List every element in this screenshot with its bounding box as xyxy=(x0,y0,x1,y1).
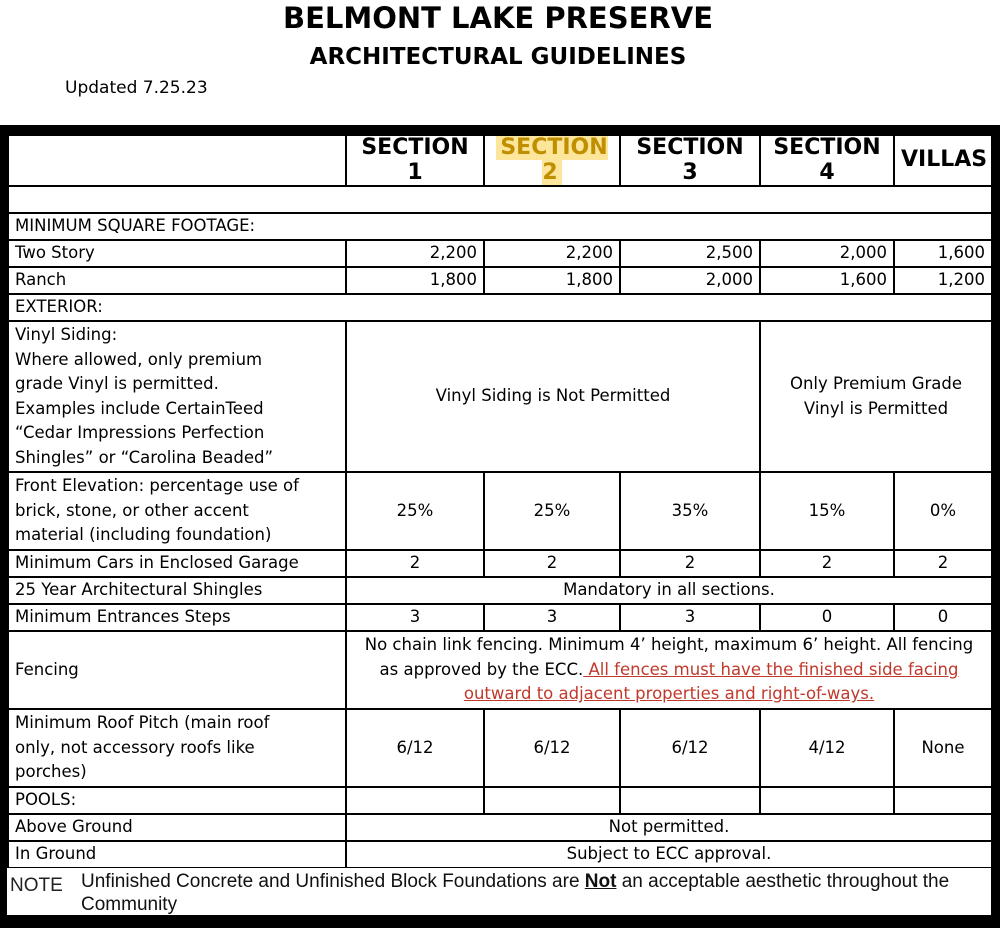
section-row-pools xyxy=(8,787,992,814)
row-label-fencing: Fencing xyxy=(8,631,346,709)
vinyl-permitted xyxy=(760,321,992,472)
vinyl-not-permitted: Vinyl Siding is Not Permitted xyxy=(346,321,760,472)
fencing-text: as approved by the ECC. xyxy=(379,659,584,679)
cell-value: 2 xyxy=(346,550,484,577)
cell-value: 2,500 xyxy=(620,240,760,267)
cell-value: 1,600 xyxy=(760,267,894,294)
page-subtitle: ARCHITECTURAL GUIDELINES xyxy=(309,44,687,70)
row-label-garage: Minimum Cars in Enclosed Garage xyxy=(8,550,346,577)
cell-value: 1,200 xyxy=(894,267,992,294)
note-emphasis: Not xyxy=(584,871,617,892)
table-row xyxy=(8,550,992,577)
fencing-requirement-link[interactable]: outward to adjacent properties and right-of-ways. xyxy=(463,684,875,704)
cell-value: 3 xyxy=(620,604,760,631)
cell-value-merged: Not permitted. xyxy=(346,814,992,841)
empty-cell xyxy=(894,787,992,814)
row-label-ranch: Ranch xyxy=(8,267,346,294)
label-line: porches) xyxy=(15,762,87,782)
label-line: Minimum Roof Pitch (main roof xyxy=(15,713,270,733)
row-label-two-story: Two Story xyxy=(8,240,346,267)
fencing-line-3 xyxy=(353,682,985,707)
table-row xyxy=(8,709,992,787)
cell-value: 1,800 xyxy=(484,267,620,294)
label-line: grade Vinyl is permitted. xyxy=(15,374,219,393)
cell-value: 2 xyxy=(484,550,620,577)
row-label-front-elevation xyxy=(8,472,346,550)
cell-value-merged: Mandatory in all sections. xyxy=(346,577,992,604)
cell-line: Only Premium Grade xyxy=(789,374,962,393)
cell-value: 2 xyxy=(894,550,992,577)
note-label: NOTE xyxy=(10,875,63,896)
row-label-shingles: 25 Year Architectural Shingles xyxy=(8,577,346,604)
spacer-row xyxy=(8,186,992,213)
section-heading-exterior: EXTERIOR: xyxy=(8,294,992,321)
label-line: Shingles” or “Carolina Beaded” xyxy=(15,447,274,467)
empty-cell xyxy=(484,787,620,814)
fencing-line-1: No chain link fencing. Minimum 4’ height, maximum 6’ height. All fencing xyxy=(364,635,974,655)
guidelines-table xyxy=(7,134,993,869)
fencing-rules xyxy=(346,631,992,709)
note-text xyxy=(81,870,986,916)
column-header-section-2 xyxy=(484,135,620,186)
label-line: brick, stone, or other accent xyxy=(15,500,249,520)
cell-value: 2 xyxy=(760,550,894,577)
row-label-vinyl-siding xyxy=(8,321,346,472)
fencing-requirement-link[interactable]: All fences must have the finished side facing xyxy=(583,659,959,679)
fencing-line-2 xyxy=(353,658,985,683)
cell-value: 6/12 xyxy=(620,709,760,787)
table-row xyxy=(8,321,992,472)
cell-value: 0% xyxy=(894,472,992,550)
table-row xyxy=(8,841,992,868)
table-row xyxy=(8,631,992,709)
cell-value: 3 xyxy=(346,604,484,631)
section-heading-pools: POOLS: xyxy=(8,787,346,814)
highlighted-header: SECTION 2 xyxy=(496,135,607,185)
cell-value: 2 xyxy=(620,550,760,577)
cell-value: 25% xyxy=(346,472,484,550)
empty-cell xyxy=(346,787,484,814)
row-label-above-ground: Above Ground xyxy=(8,814,346,841)
row-label-roof-pitch xyxy=(8,709,346,787)
column-header-villas: VILLAS xyxy=(894,135,992,186)
header-blank xyxy=(8,135,346,186)
section-row-sqft xyxy=(8,213,992,240)
table-row xyxy=(8,472,992,550)
header-row xyxy=(8,135,992,186)
section-heading-sqft: MINIMUM SQUARE FOOTAGE: xyxy=(8,213,992,240)
row-label-steps: Minimum Entrances Steps xyxy=(8,604,346,631)
table-row xyxy=(8,240,992,267)
label-line: “Cedar Impressions Perfection xyxy=(15,423,265,442)
column-header-section-3: SECTION 3 xyxy=(620,135,760,186)
cell-value: 0 xyxy=(894,604,992,631)
cell-value: 1,600 xyxy=(894,240,992,267)
cell-value: 1,800 xyxy=(346,267,484,294)
label-line: only, not accessory roofs like xyxy=(15,737,255,757)
table-row xyxy=(8,814,992,841)
cell-value: 35% xyxy=(620,472,760,550)
cell-value: 2,200 xyxy=(484,240,620,267)
table-row xyxy=(8,577,992,604)
section-row-exterior xyxy=(8,294,992,321)
spacer-cell xyxy=(8,186,992,213)
cell-value: 0 xyxy=(760,604,894,631)
label-line: Vinyl Siding: xyxy=(15,325,118,344)
cell-value: 4/12 xyxy=(760,709,894,787)
label-line: Front Elevation: percentage use of xyxy=(15,476,299,496)
empty-cell xyxy=(760,787,894,814)
note-text-after: an acceptable aesthetic throughout the Community xyxy=(81,871,950,915)
label-line: Where allowed, only premium xyxy=(15,349,263,369)
cell-value: 25% xyxy=(484,472,620,550)
cell-value: 2,000 xyxy=(760,240,894,267)
table-row xyxy=(8,267,992,294)
foundation-note xyxy=(7,868,991,915)
cell-line: Vinyl is Permitted xyxy=(803,398,949,418)
cell-value: 6/12 xyxy=(484,709,620,787)
label-line: material (including foundation) xyxy=(15,525,272,545)
page-title: BELMONT LAKE PRESERVE xyxy=(282,1,714,35)
cell-value-merged: Subject to ECC approval. xyxy=(346,841,992,868)
cell-value: 3 xyxy=(484,604,620,631)
column-header-section-1: SECTION 1 xyxy=(346,135,484,186)
note-text-before: Unfinished Concrete and Unfinished Block Foundations are xyxy=(81,871,585,892)
label-line: Examples include CertainTeed xyxy=(15,398,264,418)
empty-cell xyxy=(620,787,760,814)
cell-value: 6/12 xyxy=(346,709,484,787)
cell-value: 2,200 xyxy=(346,240,484,267)
table-row xyxy=(8,604,992,631)
column-header-section-4: SECTION 4 xyxy=(760,135,894,186)
cell-value: 15% xyxy=(760,472,894,550)
cell-value: 2,000 xyxy=(620,267,760,294)
row-label-in-ground: In Ground xyxy=(8,841,346,868)
updated-date: Updated 7.25.23 xyxy=(65,78,208,98)
cell-value: None xyxy=(894,709,992,787)
